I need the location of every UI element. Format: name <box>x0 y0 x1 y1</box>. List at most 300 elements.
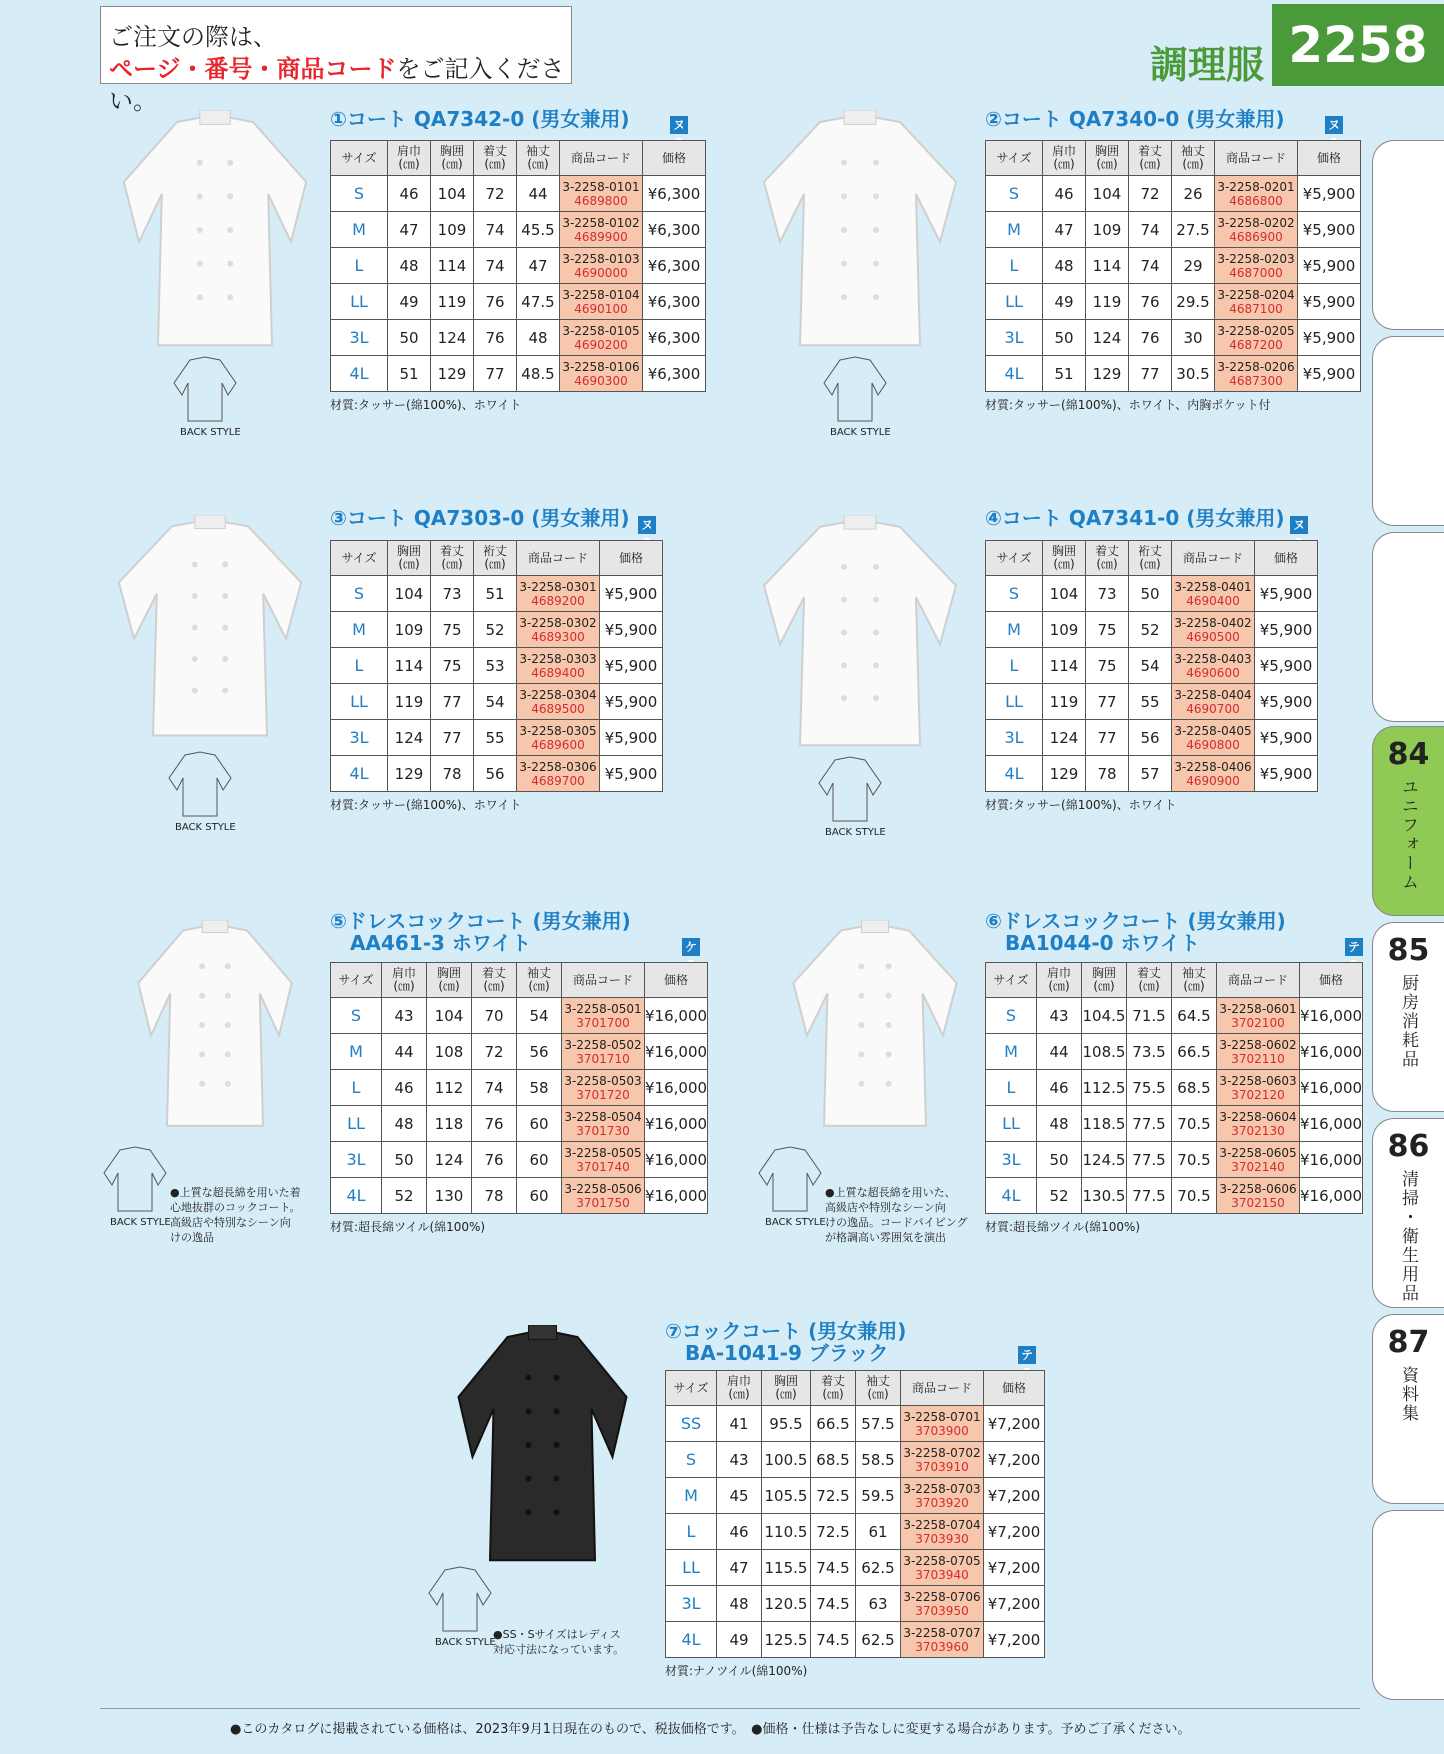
price-cell: ¥16,000 <box>1300 1142 1363 1178</box>
measure-cell: 47 <box>717 1550 762 1586</box>
measure-cell: 114 <box>1086 248 1129 284</box>
material-note: 材質:ナノツイル(綿100%) <box>665 1664 808 1678</box>
product-photo <box>115 515 305 744</box>
size-cell: L <box>331 248 388 284</box>
catalog-code: 3-2258-0403 <box>1174 651 1252 666</box>
price-cell: ¥7,200 <box>984 1406 1045 1442</box>
supplier-badge: ヌ <box>670 116 688 134</box>
catalog-code: 3-2258-0202 <box>1217 215 1295 230</box>
size-cell: L <box>986 248 1043 284</box>
measure-cell: 76 <box>472 1142 517 1178</box>
price-cell: ¥16,000 <box>1300 1106 1363 1142</box>
product-code-cell <box>1217 1070 1300 1106</box>
price-cell: ¥16,000 <box>1300 1178 1363 1214</box>
size-cell: M <box>331 212 388 248</box>
column-header: 価格 <box>643 141 706 176</box>
measure-cell: 50 <box>1043 320 1086 356</box>
product-code-cell <box>1217 1106 1300 1142</box>
measure-cell: 58 <box>517 1070 562 1106</box>
measure-cell: 78 <box>431 756 474 792</box>
measure-cell: 73 <box>431 576 474 612</box>
product-code-cell <box>562 1106 645 1142</box>
item-code: 4686800 <box>1229 193 1283 208</box>
table-row <box>331 1178 708 1214</box>
price-cell: ¥7,200 <box>984 1622 1045 1658</box>
measure-cell: 77 <box>1086 684 1129 720</box>
measure-cell: 48.5 <box>517 356 560 392</box>
table-row <box>986 320 1361 356</box>
measure-cell: 43 <box>1037 998 1082 1034</box>
size-cell: LL <box>666 1550 717 1586</box>
back-style-label: BACK STYLE <box>830 427 891 438</box>
supplier-badge: テ <box>1345 938 1363 956</box>
measure-cell: 75.5 <box>1127 1070 1172 1106</box>
measure-cell: 74 <box>474 212 517 248</box>
table-header-row <box>986 541 1318 576</box>
measure-cell: 29 <box>1172 248 1215 284</box>
product-code-cell <box>562 1070 645 1106</box>
measure-cell: 68.5 <box>1172 1070 1217 1106</box>
measure-cell: 55 <box>1129 684 1172 720</box>
measure-cell: 130 <box>427 1178 472 1214</box>
measure-cell: 47.5 <box>517 284 560 320</box>
item-code: 4690500 <box>1186 629 1240 644</box>
measure-cell: 76 <box>472 1106 517 1142</box>
size-cell: M <box>986 1034 1037 1070</box>
supplier-badge: ヌ <box>1290 516 1308 534</box>
material-note: 材質:タッサー(綿100%)、ホワイト <box>985 798 1177 812</box>
item-code: 4689900 <box>574 229 628 244</box>
item-code: 4689600 <box>531 737 585 752</box>
item-code: 4690100 <box>574 301 628 316</box>
product-code-cell <box>1215 356 1298 392</box>
size-price-table <box>665 1370 1045 1658</box>
price-cell: ¥5,900 <box>600 756 663 792</box>
table-row <box>666 1514 1045 1550</box>
price-cell: ¥5,900 <box>1298 248 1361 284</box>
measure-cell: 100.5 <box>762 1442 811 1478</box>
table-row <box>331 1070 708 1106</box>
item-code: 3702100 <box>1231 1015 1285 1030</box>
side-tab-kitchen-supplies[interactable] <box>1372 922 1444 1112</box>
column-header: 商品コード <box>517 541 600 576</box>
measure-cell: 74.5 <box>811 1622 856 1658</box>
product-code-cell <box>1217 998 1300 1034</box>
column-header: サイズ <box>986 963 1037 998</box>
back-style-sketch <box>815 755 885 829</box>
column-header: 胸囲 (㎝) <box>427 963 472 998</box>
back-style-label: BACK STYLE <box>175 822 236 833</box>
catalog-code: 3-2258-0203 <box>1217 251 1295 266</box>
product-title: ②コート QA7340-0 (男女兼用) <box>985 107 1285 131</box>
measure-cell: 47 <box>517 248 560 284</box>
measure-cell: 95.5 <box>762 1406 811 1442</box>
product-photo <box>760 515 960 754</box>
product-photo <box>455 1325 630 1569</box>
measure-cell: 114 <box>1043 648 1086 684</box>
item-code: 3702110 <box>1231 1051 1285 1066</box>
measure-cell: 72 <box>472 1034 517 1070</box>
product-code-cell <box>562 1142 645 1178</box>
catalog-code: 3-2258-0604 <box>1219 1109 1297 1124</box>
measure-cell: 46 <box>717 1514 762 1550</box>
catalog-code: 3-2258-0105 <box>562 323 640 338</box>
measure-cell: 54 <box>517 998 562 1034</box>
measure-cell: 77 <box>1086 720 1129 756</box>
measure-cell: 129 <box>1043 756 1086 792</box>
measure-cell: 60 <box>517 1178 562 1214</box>
item-code: 4689300 <box>531 629 585 644</box>
table-row <box>331 320 706 356</box>
item-code: 3701750 <box>576 1195 630 1210</box>
size-price-table <box>330 962 708 1214</box>
back-style-label: BACK STYLE <box>765 1217 826 1228</box>
product-photo <box>760 110 960 354</box>
table-row <box>331 1034 708 1070</box>
size-cell: 4L <box>331 1178 382 1214</box>
table-row <box>986 248 1361 284</box>
measure-cell: 124 <box>431 320 474 356</box>
catalog-code: 3-2258-0101 <box>562 179 640 194</box>
column-header: 価格 <box>1255 541 1318 576</box>
measure-cell: 63 <box>856 1586 901 1622</box>
size-price-table <box>985 540 1318 792</box>
table-row <box>666 1442 1045 1478</box>
measure-cell: 112 <box>427 1070 472 1106</box>
measure-cell: 74.5 <box>811 1586 856 1622</box>
measure-cell: 56 <box>1129 720 1172 756</box>
column-header: 袖丈 (㎝) <box>517 141 560 176</box>
price-cell: ¥16,000 <box>1300 1070 1363 1106</box>
table-row <box>986 1106 1363 1142</box>
measure-cell: 109 <box>1043 612 1086 648</box>
measure-cell: 75 <box>1086 612 1129 648</box>
item-code: 4689800 <box>574 193 628 208</box>
catalog-code: 3-2258-0102 <box>562 215 640 230</box>
size-cell: L <box>331 648 388 684</box>
tab-label: 資料集 <box>1398 1366 1418 1423</box>
size-cell: 4L <box>986 756 1043 792</box>
catalog-code: 3-2258-0706 <box>903 1589 981 1604</box>
table-row <box>331 648 663 684</box>
table-row <box>986 1142 1363 1178</box>
measure-cell: 124 <box>427 1142 472 1178</box>
product-code-cell <box>1172 612 1255 648</box>
table-row <box>986 756 1318 792</box>
price-cell: ¥5,900 <box>1255 720 1318 756</box>
product-code-cell <box>517 684 600 720</box>
measure-cell: 47 <box>1043 212 1086 248</box>
item-code: 3702140 <box>1231 1159 1285 1174</box>
column-header: 袖丈 (㎝) <box>1172 963 1217 998</box>
table-row <box>666 1622 1045 1658</box>
size-cell: S <box>331 998 382 1034</box>
column-header: 袖丈 (㎝) <box>1172 141 1215 176</box>
size-cell: S <box>986 576 1043 612</box>
table-row <box>331 1142 708 1178</box>
size-cell: LL <box>986 284 1043 320</box>
size-cell: 4L <box>986 1178 1037 1214</box>
price-cell: ¥5,900 <box>1298 284 1361 320</box>
size-cell: L <box>986 1070 1037 1106</box>
column-header: 価格 <box>645 963 708 998</box>
size-cell: 4L <box>331 356 388 392</box>
price-cell: ¥7,200 <box>984 1514 1045 1550</box>
product-code-cell <box>1217 1142 1300 1178</box>
table-row <box>331 248 706 284</box>
catalog-code: 3-2258-0605 <box>1219 1145 1297 1160</box>
measure-cell: 78 <box>1086 756 1129 792</box>
side-tab-cleaning[interactable] <box>1372 1118 1444 1308</box>
column-header: 肩巾 (㎝) <box>382 963 427 998</box>
column-header: 胸囲 (㎝) <box>1086 141 1129 176</box>
side-tab-uniform[interactable] <box>1372 726 1444 916</box>
measure-cell: 119 <box>388 684 431 720</box>
table-row <box>986 212 1361 248</box>
back-style-label: BACK STYLE <box>435 1637 496 1648</box>
measure-cell: 48 <box>1037 1106 1082 1142</box>
product-code-cell <box>901 1550 984 1586</box>
measure-cell: 114 <box>431 248 474 284</box>
item-code: 3702120 <box>1231 1087 1285 1102</box>
catalog-code: 3-2258-0301 <box>519 579 597 594</box>
column-header: 商品コード <box>1217 963 1300 998</box>
price-cell: ¥16,000 <box>1300 1034 1363 1070</box>
back-style-label: BACK STYLE <box>110 1217 171 1228</box>
catalog-code: 3-2258-0401 <box>1174 579 1252 594</box>
item-code: 3703930 <box>915 1531 969 1546</box>
table-row <box>666 1478 1045 1514</box>
measure-cell: 112.5 <box>1082 1070 1127 1106</box>
measure-cell: 70.5 <box>1172 1142 1217 1178</box>
catalog-code: 3-2258-0206 <box>1217 359 1295 374</box>
measure-cell: 77 <box>1129 356 1172 392</box>
catalog-code: 3-2258-0506 <box>564 1181 642 1196</box>
catalog-code: 3-2258-0303 <box>519 651 597 666</box>
item-code: 4687300 <box>1229 373 1283 388</box>
catalog-code: 3-2258-0305 <box>519 723 597 738</box>
measure-cell: 45.5 <box>517 212 560 248</box>
size-cell: LL <box>331 1106 382 1142</box>
measure-cell: 75 <box>1086 648 1129 684</box>
column-header: 着丈 (㎝) <box>1129 141 1172 176</box>
measure-cell: 74.5 <box>811 1550 856 1586</box>
item-code: 3703900 <box>915 1423 969 1438</box>
size-cell: LL <box>986 684 1043 720</box>
tab-number: 87 <box>1387 1325 1430 1360</box>
measure-cell: 41 <box>717 1406 762 1442</box>
product-code-cell <box>1172 684 1255 720</box>
measure-cell: 71.5 <box>1127 998 1172 1034</box>
catalog-code: 3-2258-0501 <box>564 1001 642 1016</box>
price-cell: ¥5,900 <box>1298 320 1361 356</box>
measure-cell: 104 <box>388 576 431 612</box>
measure-cell: 30 <box>1172 320 1215 356</box>
measure-cell: 75 <box>431 612 474 648</box>
item-code: 3701730 <box>576 1123 630 1138</box>
measure-cell: 109 <box>431 212 474 248</box>
measure-cell: 78 <box>472 1178 517 1214</box>
measure-cell: 77 <box>431 720 474 756</box>
measure-cell: 64.5 <box>1172 998 1217 1034</box>
catalog-code: 3-2258-0304 <box>519 687 597 702</box>
price-cell: ¥7,200 <box>984 1550 1045 1586</box>
measure-cell: 49 <box>717 1622 762 1658</box>
column-header: 価格 <box>984 1371 1045 1406</box>
table-row <box>331 356 706 392</box>
item-code: 3703960 <box>915 1639 969 1654</box>
product-code-cell <box>562 1178 645 1214</box>
measure-cell: 76 <box>1129 284 1172 320</box>
measure-cell: 70.5 <box>1172 1106 1217 1142</box>
measure-cell: 114 <box>388 648 431 684</box>
product-code-cell <box>517 612 600 648</box>
measure-cell: 48 <box>388 248 431 284</box>
measure-cell: 43 <box>717 1442 762 1478</box>
table-row <box>666 1550 1045 1586</box>
size-cell: S <box>331 176 388 212</box>
product-code-cell <box>517 720 600 756</box>
product-code-cell <box>1172 720 1255 756</box>
product-code-cell <box>901 1406 984 1442</box>
column-header: 袖丈 (㎝) <box>517 963 562 998</box>
measure-cell: 130.5 <box>1082 1178 1127 1214</box>
measure-cell: 50 <box>1037 1142 1082 1178</box>
side-tab-blank <box>1372 336 1444 526</box>
item-code: 4689200 <box>531 593 585 608</box>
product-code-cell <box>1172 756 1255 792</box>
catalog-code: 3-2258-0106 <box>562 359 640 374</box>
size-cell: S <box>331 576 388 612</box>
column-header: 胸囲 (㎝) <box>1043 541 1086 576</box>
supplier-badge: ヌ <box>1325 116 1343 134</box>
column-header: 着丈 (㎝) <box>474 141 517 176</box>
catalog-code: 3-2258-0404 <box>1174 687 1252 702</box>
material-note: 材質:超長綿ツイル(綿100%) <box>985 1220 1141 1234</box>
column-header: 商品コード <box>1172 541 1255 576</box>
item-code: 4690000 <box>574 265 628 280</box>
item-code: 4687200 <box>1229 337 1283 352</box>
price-cell: ¥5,900 <box>1298 356 1361 392</box>
measure-cell: 108 <box>427 1034 472 1070</box>
size-cell: L <box>666 1514 717 1550</box>
catalog-code: 3-2258-0205 <box>1217 323 1295 338</box>
material-note: 材質:タッサー(綿100%)、ホワイト <box>330 798 522 812</box>
size-cell: 3L <box>331 1142 382 1178</box>
product-code-cell <box>562 1034 645 1070</box>
tab-number: 86 <box>1387 1129 1430 1164</box>
measure-cell: 73.5 <box>1127 1034 1172 1070</box>
product-code-cell <box>1172 576 1255 612</box>
measure-cell: 77 <box>474 356 517 392</box>
measure-cell: 109 <box>388 612 431 648</box>
measure-cell: 76 <box>474 284 517 320</box>
measure-cell: 74 <box>1129 212 1172 248</box>
item-code: 3703950 <box>915 1603 969 1618</box>
size-cell: M <box>986 612 1043 648</box>
catalog-code: 3-2258-0701 <box>903 1409 981 1424</box>
back-style-sketch <box>820 355 890 429</box>
material-note: 材質:超長綿ツイル(綿100%) <box>330 1220 486 1234</box>
tab-label: 清掃・衛生用品 <box>1398 1170 1418 1303</box>
back-style-sketch <box>425 1565 495 1639</box>
product-code-cell <box>560 284 643 320</box>
column-header: 商品コード <box>1215 141 1298 176</box>
product-feature-note: ●SS・Sサイズはレディス 対応寸法になっています。 <box>493 1628 625 1656</box>
catalog-code: 3-2258-0503 <box>564 1073 642 1088</box>
column-header: サイズ <box>331 541 388 576</box>
table-row <box>986 684 1318 720</box>
measure-cell: 29.5 <box>1172 284 1215 320</box>
measure-cell: 49 <box>1043 284 1086 320</box>
catalog-code: 3-2258-0603 <box>1219 1073 1297 1088</box>
price-cell: ¥5,900 <box>1298 176 1361 212</box>
size-cell: SS <box>666 1406 717 1442</box>
item-code: 4689700 <box>531 773 585 788</box>
size-cell: LL <box>331 684 388 720</box>
product-feature-note: ●上質な超長綿を用いた、 高級店や特別なシーン向 けの逸品。コードパイピング が格調高い雰囲気を演出 <box>825 1186 968 1244</box>
measure-cell: 54 <box>474 684 517 720</box>
measure-cell: 129 <box>431 356 474 392</box>
measure-cell: 45 <box>717 1478 762 1514</box>
price-cell: ¥5,900 <box>1298 212 1361 248</box>
measure-cell: 51 <box>1043 356 1086 392</box>
price-cell: ¥16,000 <box>645 1034 708 1070</box>
measure-cell: 44 <box>1037 1034 1082 1070</box>
measure-cell: 50 <box>1129 576 1172 612</box>
catalog-code: 3-2258-0606 <box>1219 1181 1297 1196</box>
column-header: 肩巾 (㎝) <box>1037 963 1082 998</box>
measure-cell: 53 <box>474 648 517 684</box>
table-row <box>331 684 663 720</box>
column-header: サイズ <box>666 1371 717 1406</box>
measure-cell: 72.5 <box>811 1514 856 1550</box>
product-code-cell <box>1215 284 1298 320</box>
size-cell: LL <box>986 1106 1037 1142</box>
item-code: 3703940 <box>915 1567 969 1582</box>
size-cell: 3L <box>986 320 1043 356</box>
catalog-code: 3-2258-0702 <box>903 1445 981 1460</box>
column-header: サイズ <box>331 963 382 998</box>
measure-cell: 76 <box>1129 320 1172 356</box>
size-cell: S <box>666 1442 717 1478</box>
measure-cell: 56 <box>474 756 517 792</box>
side-tab-reference[interactable] <box>1372 1314 1444 1504</box>
measure-cell: 46 <box>1037 1070 1082 1106</box>
price-cell: ¥5,900 <box>600 720 663 756</box>
measure-cell: 46 <box>382 1070 427 1106</box>
price-cell: ¥5,900 <box>1255 684 1318 720</box>
measure-cell: 75 <box>431 648 474 684</box>
notice-highlight: ページ・番号・商品コード <box>109 55 397 83</box>
price-cell: ¥6,300 <box>643 176 706 212</box>
product-title: ④コート QA7341-0 (男女兼用) <box>985 506 1285 530</box>
measure-cell: 118 <box>427 1106 472 1142</box>
tab-label: ユニフォーム <box>1398 778 1418 892</box>
catalog-code: 3-2258-0602 <box>1219 1037 1297 1052</box>
column-header: 肩巾 (㎝) <box>1043 141 1086 176</box>
column-header: 胸囲 (㎝) <box>762 1371 811 1406</box>
size-cell: M <box>331 612 388 648</box>
column-header: 商品コード <box>560 141 643 176</box>
measure-cell: 105.5 <box>762 1478 811 1514</box>
back-style-sketch <box>755 1145 825 1219</box>
price-cell: ¥5,900 <box>600 648 663 684</box>
price-cell: ¥6,300 <box>643 284 706 320</box>
measure-cell: 51 <box>474 576 517 612</box>
size-cell: 4L <box>666 1622 717 1658</box>
product-code-cell <box>560 176 643 212</box>
